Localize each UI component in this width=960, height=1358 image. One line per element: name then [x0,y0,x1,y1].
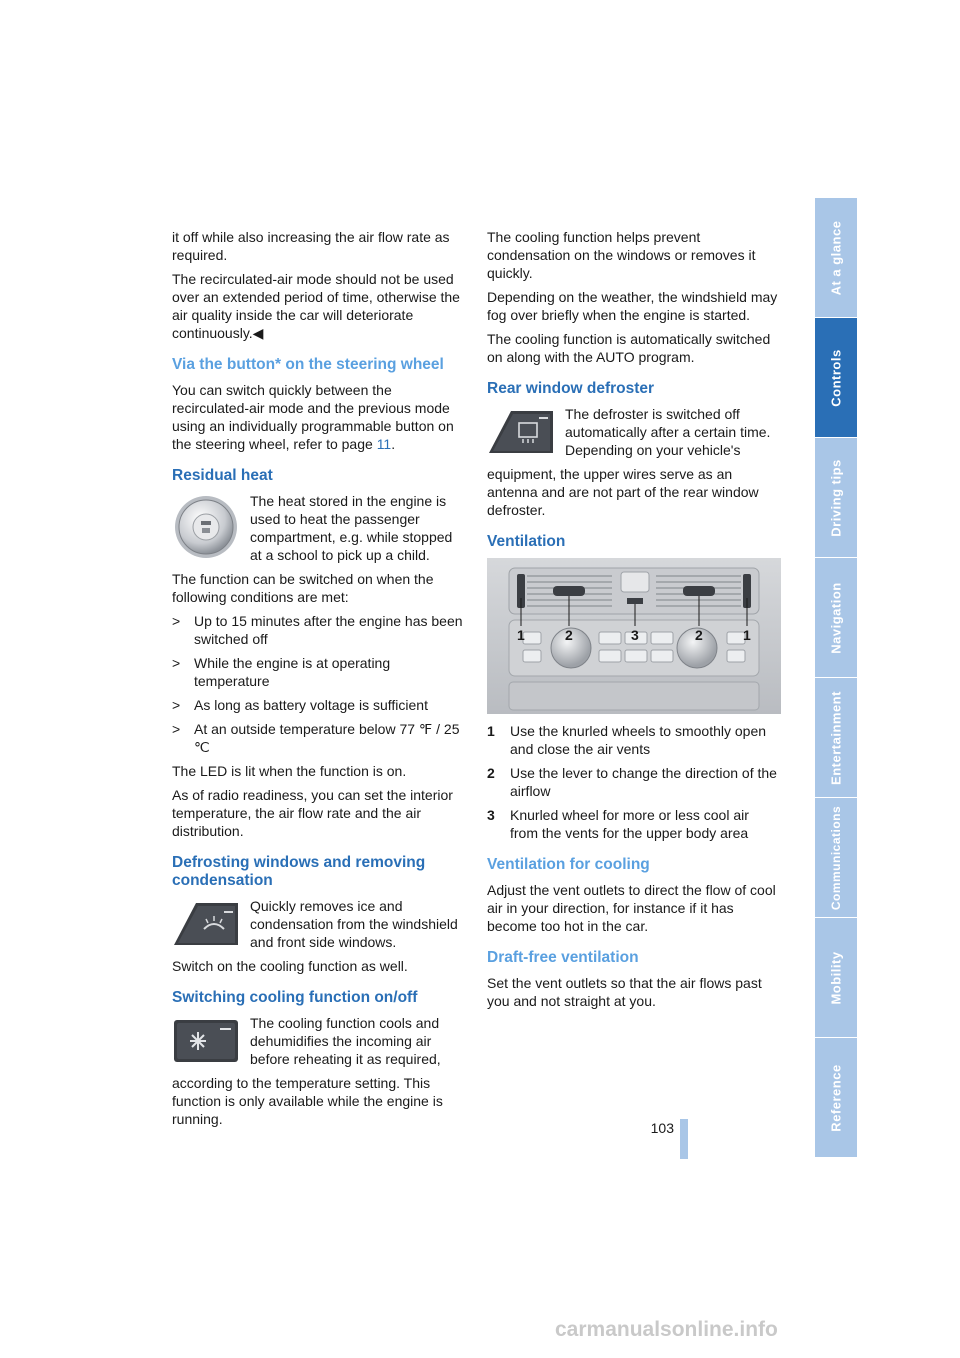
list-item: > As long as battery voltage is sufficient [172,697,428,713]
residual-heat-text: The heat stored in the engine is used to heat the passenger compartment, e.g. while stopped at a school to pick up a child. [250,493,453,563]
rear-defrost-button-icon [487,407,555,459]
callout-2-right: 2 [695,627,703,643]
defrost-button-icon [172,899,240,951]
callout-1-left: 1 [517,627,525,643]
heading-draft-free: Draft-free ventilation [487,949,639,966]
weather-text: Depending on the weather, the windshield may fog over briefly when the engine is started. [487,289,778,323]
rear-defrost-text-2: equipment, the upper wires serve as an antenna and are not part of the rear window defroster. [487,466,759,518]
intro-text: it off while also increasing the air flow rate as required. [172,229,450,263]
sidebar-item-controls[interactable]: Controls [815,318,857,438]
radio-readiness-text: As of radio readiness, you can set the interior temperature, the air flow rate and the air distribution. [172,787,453,839]
callout-1-right: 1 [743,627,751,643]
list-item: > Up to 15 minutes after the engine has been switched off [172,613,463,647]
list-item: 1 Use the knurled wheels to smoothly open and close the air vents [487,723,767,757]
sidebar-item-navigation[interactable]: Navigation [815,558,857,678]
heading-defrosting: Defrosting windows and removing condensation [172,854,426,889]
draft-free-text: Set the vent outlets so that the air flows past you and not straight at you. [487,975,762,1009]
auto-program-text: The cooling function is automatically switched on along with the AUTO program. [487,331,771,365]
callout-3: 3 [631,627,639,643]
heading-rear-defroster: Rear window defroster [487,380,655,397]
cooling-text: The cooling function cools and dehumidifies the incoming air before reheating it as required, [250,1015,441,1067]
list-item: 2 Use the lever to change the direction of the airflow [487,765,777,799]
heading-cooling: Switching cooling function on/off [172,989,418,1006]
watermark: carmanualsonline.info [555,1318,778,1341]
sidebar-item-communications[interactable]: Communications [815,798,857,918]
list-item: > While the engine is at operating temperature [172,655,391,689]
rear-defrost-text: The defroster is switched off automatically after a certain time. Depending on your vehicle's [565,406,771,458]
list-item: 3 Knurled wheel for more or less cool air from the vents for the upper body area [487,807,749,841]
right-column [487,228,779,1016]
ventilation-cooling-text: Adjust the vent outlets to direct the flow of cool air in your direction, for instance if it has become too hot in the car. [487,882,776,934]
ventilation-diagram [487,558,781,714]
cooling-helps-text: The cooling function helps prevent condensation on the windows or removes it quickly. [487,229,756,281]
list-item: > At an outside temperature below 77 ℉ / 25 ℃ [172,721,460,755]
led-text: The LED is lit when the function is on. [172,763,407,779]
sidebar-item-driving-tips[interactable]: Driving tips [815,438,857,558]
heading-steering-button: Via the button* on the steering wheel [172,356,444,373]
steering-text: You can switch quickly between the recirculated-air mode and the previous mode using an individually programmable button on the steering wheel, refer to page 11. [172,382,454,452]
sidebar-item-entertainment[interactable]: Entertainment [815,678,857,798]
cooling-text-2: according to the temperature setting. This function is only available while the engine is running. [172,1075,443,1127]
page-number: 103 [650,1120,674,1136]
chapter-sidebar [815,198,857,1158]
sidebar-item-mobility[interactable]: Mobility [815,918,857,1038]
residual-heat-button-icon [172,494,240,564]
residual-conditions: The function can be switched on when the following conditions are met: [172,571,434,605]
cooling-button-icon [172,1016,240,1068]
heading-residual-heat: Residual heat [172,467,273,484]
left-column [172,228,464,1134]
sidebar-item-reference[interactable]: Reference [815,1038,857,1158]
recirc-warning: The recirculated-air mode should not be used over an extended period of time, otherwise the air quality inside the car will deteriorate continuously.◀ [172,271,460,341]
sidebar-item-at-a-glance[interactable]: At a glance [815,198,857,318]
heading-ventilation: Ventilation [487,533,566,550]
defrost-text: Quickly removes ice and condensation from the windshield and front side windows. [250,898,458,950]
page-number-bar [680,1119,688,1159]
page-link[interactable]: 11 [376,436,392,452]
callout-2-left: 2 [565,627,573,643]
defrost-text-2: Switch on the cooling function as well. [172,958,408,974]
heading-ventilation-cooling: Ventilation for cooling [487,856,650,873]
